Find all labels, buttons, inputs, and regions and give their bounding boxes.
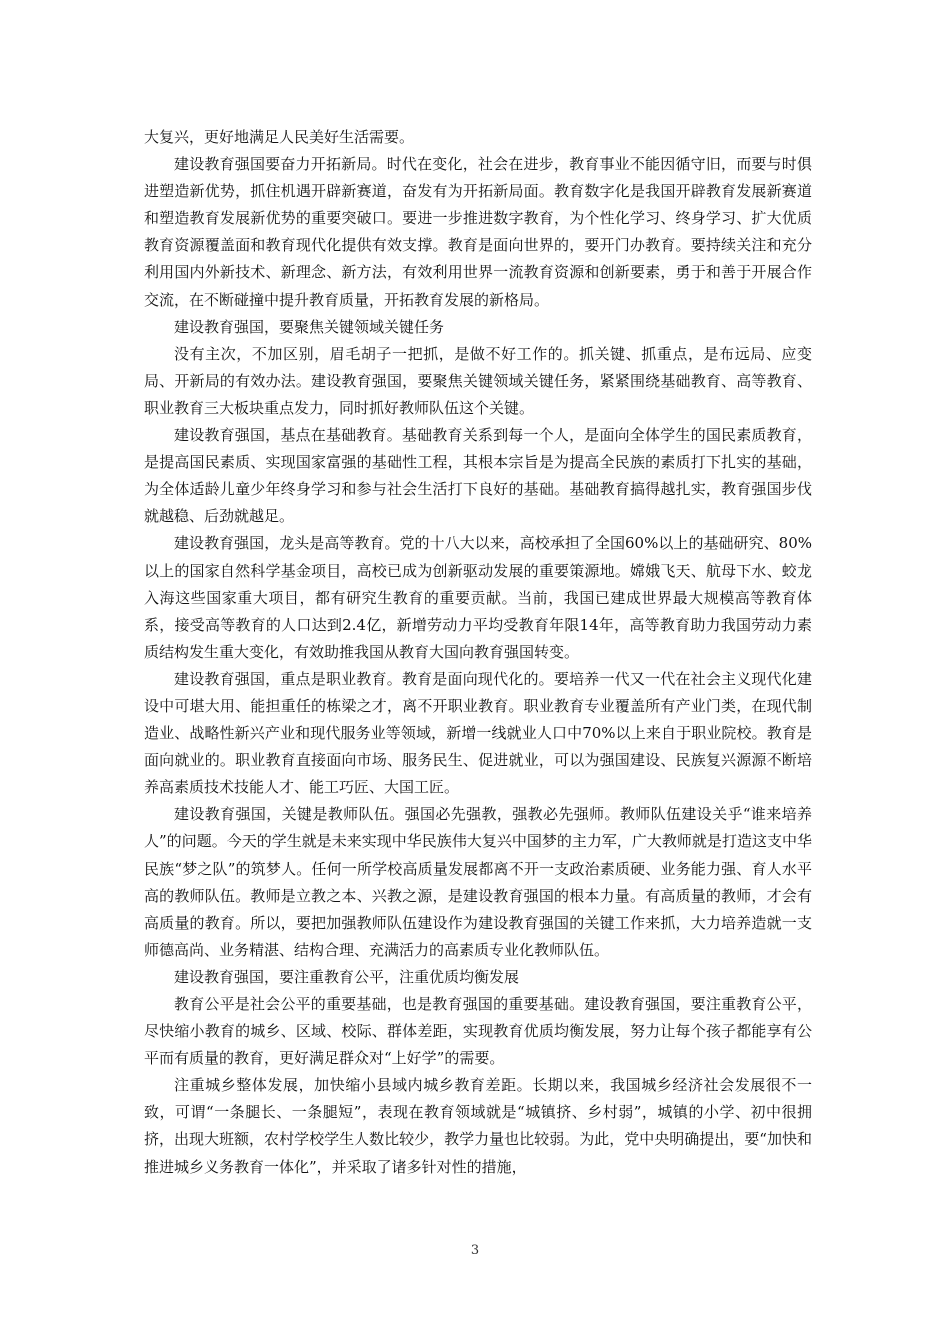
paragraph-8: 建设教育强国，关键是教师队伍。强国必先强教，强教必先强师。教师队伍建设关乎“谁来培养人”的问题。今天的学生就是未来实现中华民族伟大复兴中国梦的主力军，广大教师就是打造这支中华民族“梦之队”的筑梦人。任何一所学校高质量发展都离不开一支政治素质硬、业务能力强、育人水平高的教师队伍。教师是立教之本、兴教之源，是建设教育强国的根本力量。有高质量的教师，才会有高质量的教育。所以，要把加强教师队伍建设作为建设教育强国的关键工作来抓，大力培养造就一支师德高尚、业务精湛、结构合理、充满活力的高素质专业化教师队伍。 (144, 805, 812, 959)
paragraph-11: 注重城乡整体发展，加快缩小县域内城乡教育差距。长期以来，我国城乡经济社会发展很不一致，可谓“一条腿长、一条腿短”，表现在教育领域就是“城镇挤、乡村弱”，城镇的小学、初中很拥挤，出现大班额，农村学校学生人数比较少，教学力量也比较弱。为此，党中央明确提出，要“加快和推进城乡义务教育一体化”，并采取了诸多针对性的措施， (144, 1076, 812, 1176)
section-heading-key-areas: 建设教育强国，要聚焦关键领域关键任务 (174, 317, 445, 336)
paragraph-7: 建设教育强国，重点是职业教育。教育是面向现代化的。要培养一代又一代在社会主义现代化建设中可堪大用、能担重任的栋梁之才，离不开职业教育。职业教育专业覆盖所有产业门类，在现代制造业、战略性新兴产业和现代服务业等领域，新增一线就业人口中70%以上来自于职业院校。教育是面向就业的。职业教育直接面向市场、服务民生、促进就业，可以为强国建设、民族复兴源源不断培养高素质技术技能人才、能工巧匠、大国工匠。 (144, 669, 812, 797)
paragraph-6: 建设教育强国，龙头是高等教育。党的十八大以来，高校承担了全国60%以上的基础研究、80%以上的国家自然科学基金项目，高校已成为创新驱动发展的重要策源地。嫦娥飞天、航母下水、蛟龙入海这些国家重大项目，都有研究生教育的重要贡献。当前，我国已建成世界最大规模高等教育体系，接受高等教育的人口达到2.4亿，新增劳动力平均受教育年限14年，高等教育助力我国劳动力素质结构发生重大变化，有效助推我国从教育大国向教育强国转变。 (144, 534, 812, 661)
paragraph-5: 建设教育强国，基点在基础教育。基础教育关系到每一个人，是面向全体学生的国民素质教育，是提高国民素质、实现国家富强的基础性工程，其根本宗旨是为提高全民族的素质打下扎实的基础，为全体适龄儿童少年终身学习和参与社会生活打下良好的基础。基础教育搞得越扎实，教育强国步伐就越稳、后劲就越足。 (144, 426, 812, 526)
paragraph-1: 大复兴，更好地满足人民美好生活需要。 (144, 128, 415, 146)
paragraph-4: 没有主次，不加区别，眉毛胡子一把抓，是做不好工作的。抓关键、抓重点，是布远局、应变局、开新局的有效办法。建设教育强国，要聚焦关键领域关键任务，紧紧围绕基础教育、高等教育、职业教育三大板块重点发力，同时抓好教师队伍这个关键。 (144, 344, 812, 417)
paragraph-10: 教育公平是社会公平的重要基础，也是教育强国的重要基础。建设教育强国，要注重教育公平，尽快缩小教育的城乡、区域、校际、群体差距，实现教育优质均衡发展，努力让每个孩子都能享有公平而有质量的教育，更好满足群众对“上好学”的需要。 (144, 995, 812, 1068)
section-heading-equity: 建设教育强国，要注重教育公平，注重优质均衡发展 (174, 967, 520, 986)
paragraph-2: 建设教育强国要奋力开拓新局。时代在变化，社会在进步，教育事业不能因循守旧，而要与时俱进塑造新优势，抓住机遇开辟新赛道，奋发有为开拓新局面。教育数字化是我国开辟教育发展新赛道和塑造教育发展新优势的重要突破口。要进一步推进数字教育，为个性化学习、终身学习、扩大优质教育资源覆盖面和教育现代化提供有效支撑。教育是面向世界的，要开门办教育。要持续关注和充分利用国内外新技术、新理念、新方法，有效利用世界一流教育资源和创新要素，勇于和善于开展合作交流，在不断碰撞中提升教育质量，开拓教育发展的新格局。 (144, 155, 812, 309)
document-body (144, 124, 812, 1181)
page-number: 3 (470, 1243, 480, 1258)
